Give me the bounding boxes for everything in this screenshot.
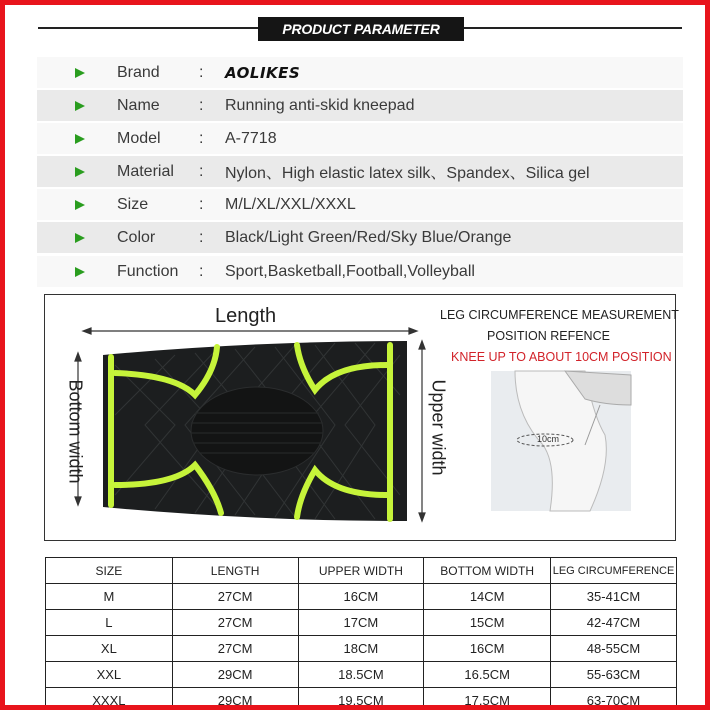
param-label: Color	[117, 228, 156, 246]
table-cell: 48-55CM	[551, 636, 677, 662]
param-row-material	[37, 156, 683, 187]
table-cell: L	[46, 610, 173, 636]
param-label: Function	[117, 262, 179, 280]
table-cell: XXL	[46, 662, 173, 688]
table-cell: 35-41CM	[551, 584, 677, 610]
table-cell: XL	[46, 636, 173, 662]
table-cell: 42-47CM	[551, 610, 677, 636]
leg-position-title: POSITION REFENCE	[487, 329, 610, 343]
table-cell: 19.5CM	[298, 688, 424, 710]
param-colon: :	[199, 96, 204, 114]
table-cell: 55-63CM	[551, 662, 677, 688]
table-cell: 27CM	[172, 584, 298, 610]
table-header: LENGTH	[172, 558, 298, 584]
table-header: SIZE	[46, 558, 173, 584]
measurement-diagram	[44, 294, 679, 541]
param-row-color	[37, 222, 683, 253]
param-value: Running anti-skid kneepad	[225, 96, 415, 114]
param-colon: :	[199, 262, 204, 280]
table-cell: 18.5CM	[298, 662, 424, 688]
arrow-bullet-icon	[75, 267, 85, 277]
param-row-model	[37, 123, 683, 154]
header-rule-left	[38, 27, 258, 29]
param-value: Nylon、High elastic latex silk、Spandex、Silica gel	[225, 165, 590, 182]
param-label: Name	[117, 96, 160, 114]
upper-width-arrow-icon	[419, 341, 425, 521]
table-cell: 17CM	[298, 610, 424, 636]
table-cell: 63-70CM	[551, 688, 677, 710]
table-cell: 29CM	[172, 662, 298, 688]
table-cell: 17.5CM	[424, 688, 551, 710]
leg-mark-label: 10cm	[537, 434, 560, 444]
table-header: UPPER WIDTH	[298, 558, 424, 584]
length-arrow-icon	[83, 328, 417, 334]
table-cell: 27CM	[172, 636, 298, 662]
bottom-width-label: Bottom width	[65, 379, 86, 484]
table-row	[46, 610, 677, 636]
param-colon: :	[199, 162, 204, 180]
param-value: A-7718	[225, 129, 277, 147]
size-table	[45, 557, 677, 710]
table-cell: M	[46, 584, 173, 610]
arrow-bullet-icon	[75, 68, 85, 78]
param-label: Brand	[117, 63, 160, 81]
upper-width-label: Upper width	[428, 379, 449, 476]
knee-pad-center	[191, 387, 323, 475]
leg-position-note: KNEE UP TO ABOUT 10CM POSITION	[451, 350, 672, 364]
param-row-size	[37, 189, 683, 220]
table-cell: 18CM	[298, 636, 424, 662]
table-cell: 16CM	[298, 584, 424, 610]
table-cell: 29CM	[172, 688, 298, 710]
param-colon: :	[199, 195, 204, 213]
table-cell: 15CM	[424, 610, 551, 636]
param-label: Material	[117, 162, 174, 180]
table-cell: 16.5CM	[424, 662, 551, 688]
table-header-row	[46, 558, 677, 584]
arrow-bullet-icon	[75, 233, 85, 243]
table-row	[46, 636, 677, 662]
leg-measurement-title: LEG CIRCUMFERENCE MEASUREMENT	[440, 308, 679, 322]
param-row-function	[37, 256, 683, 287]
length-label: Length	[215, 305, 277, 327]
param-label: Model	[117, 129, 161, 147]
table-header: LEG CIRCUMFERENCE	[551, 558, 677, 584]
header-rule-right	[464, 27, 682, 29]
param-value: Sport,Basketball,Football,Volleyball	[225, 262, 475, 280]
arrow-bullet-icon	[75, 200, 85, 210]
param-row-name	[37, 90, 683, 121]
param-value: M/L/XL/XXL/XXXL	[225, 195, 356, 213]
table-cell: XXXL	[46, 688, 173, 710]
param-label: Size	[117, 195, 149, 213]
leg-photo	[491, 371, 631, 511]
table-cell: 16CM	[424, 636, 551, 662]
table-cell: 14CM	[424, 584, 551, 610]
table-row	[46, 662, 677, 688]
param-value: Black/Light Green/Red/Sky Blue/Orange	[225, 228, 512, 246]
table-row	[46, 688, 677, 710]
param-colon: :	[199, 63, 204, 81]
arrow-bullet-icon	[75, 167, 85, 177]
table-cell: 27CM	[172, 610, 298, 636]
page-title: PRODUCT PARAMETER	[258, 17, 464, 41]
table-row	[46, 584, 677, 610]
arrow-bullet-icon	[75, 134, 85, 144]
param-row-brand	[37, 57, 683, 88]
table-header: BOTTOM WIDTH	[424, 558, 551, 584]
arrow-bullet-icon	[75, 101, 85, 111]
param-colon: :	[199, 129, 204, 147]
param-colon: :	[199, 228, 204, 246]
brand-logo: AOLIKES	[225, 63, 301, 82]
